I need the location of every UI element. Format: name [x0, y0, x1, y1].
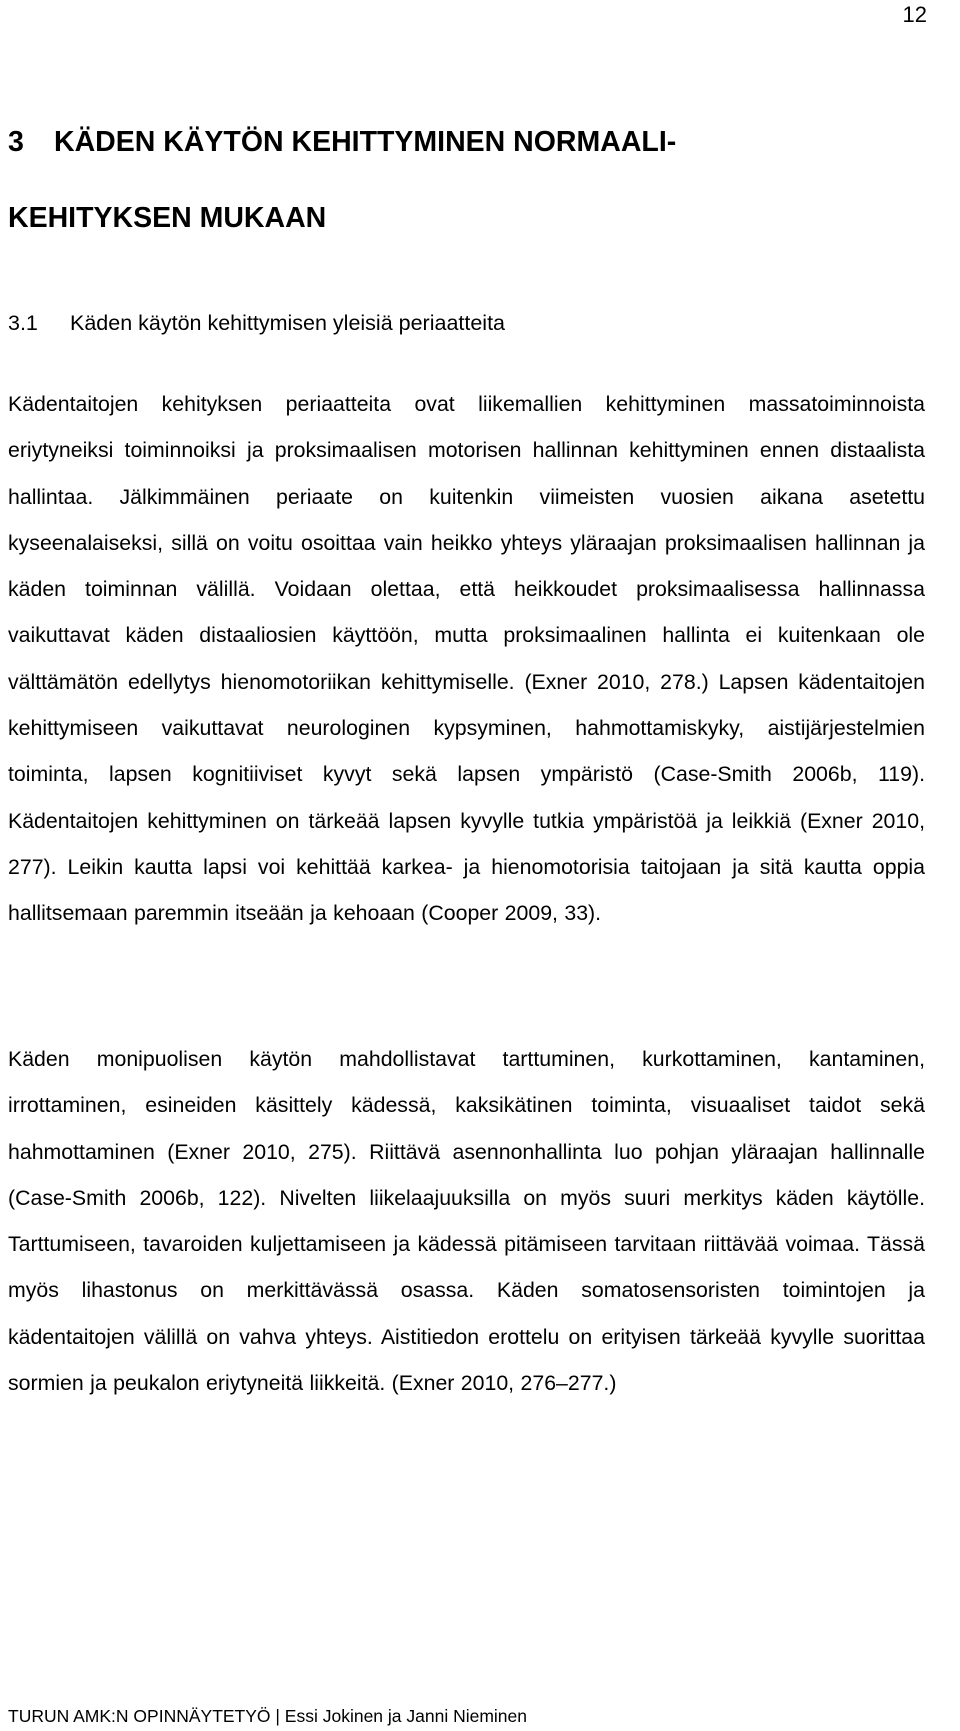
body-paragraph: Käden monipuolisen käytön mahdollistavat tarttuminen, kurkottaminen, kantaminen, irrottaminen, esineiden käsittely kädessä, kaksikätinen toiminta, visuaaliset taidot sekä hahmottaminen (Exner 2010, 275). Riittävä asennonhallinta luo pohjan yläraajan hallinnalle (Case-Smith 2006b, 122). Nivelten liikelaajuuksilla on myös suuri merkitys käden käytölle. Tarttumiseen, tavaroiden kuljettamiseen ja kädessä pitämiseen tarvitaan riittävää voimaa. Tässä myös lihastonus on merkittävässä osassa. Käden somatosensoristen toimintojen ja kädentaitojen välillä on vahva yhteys. Aistitiedon erottelu on erityisen tärkeää kyvylle suorittaa sormien ja peukalon eriytyneitä liikkeitä. (Exner 2010, 276–277.)	[8, 1047, 925, 1396]
section-heading	[8, 308, 505, 338]
chapter-title-line-2: KEHITYKSEN MUKAAN	[8, 202, 327, 234]
chapter-number: 3	[8, 126, 24, 158]
page-number: 12	[902, 2, 927, 27]
chapter-title-line-1: KÄDEN KÄYTÖN KEHITTYMINEN NORMAALI-	[54, 126, 677, 158]
body-paragraph: Kädentaitojen kehityksen periaatteita ovat liikemallien kehittyminen massatoiminnoista eriytyneiksi toiminnoiksi ja proksimaalisen motorisen hallinnan kehittyminen ennen distaalista hallintaa. Jälkimmäinen periaate on kuitenkin viimeisten vuosien aikana asetettu kyseenalaiseksi, sillä on voitu osoittaa vain heikko yhteys yläraajan proksimaalisen hallinnan ja käden toiminnan välillä. Voidaan olettaa, että heikkoudet proksimaalisessa hallinnassa vaikuttavat käden distaaliosien käyttöön, mutta proksimaalinen hallinta ei kuitenkaan ole välttämätön edellytys hienomotoriikan kehittymiselle. (Exner 2010, 278.) Lapsen kädentaitojen kehittymiseen vaikuttavat neurologinen kypsyminen, hahmottamiskyky, aistijärjestelmien toiminta, lapsen kognitiiviset kyvyt sekä lapsen ympäristö (Case-Smith 2006b, 119). Kädentaitojen kehittyminen on tärkeää lapsen kyvylle tutkia ympäristöä ja leikkiä (Exner 2010, 277). Leikin kautta lapsi voi kehittää karkea- ja hienomotorisia taitojaan ja sitä kautta oppia hallitsemaan paremmin itseään ja kehoaan (Cooper 2009, 33).	[8, 392, 925, 926]
section-title: Käden käytön kehittymisen yleisiä periaatteita	[70, 311, 506, 335]
chapter-heading	[8, 104, 908, 256]
section-number: 3.1	[8, 311, 38, 335]
page-footer: TURUN AMK:N OPINNÄYTETYÖ | Essi Jokinen ja Janni Nieminen	[8, 1706, 528, 1726]
